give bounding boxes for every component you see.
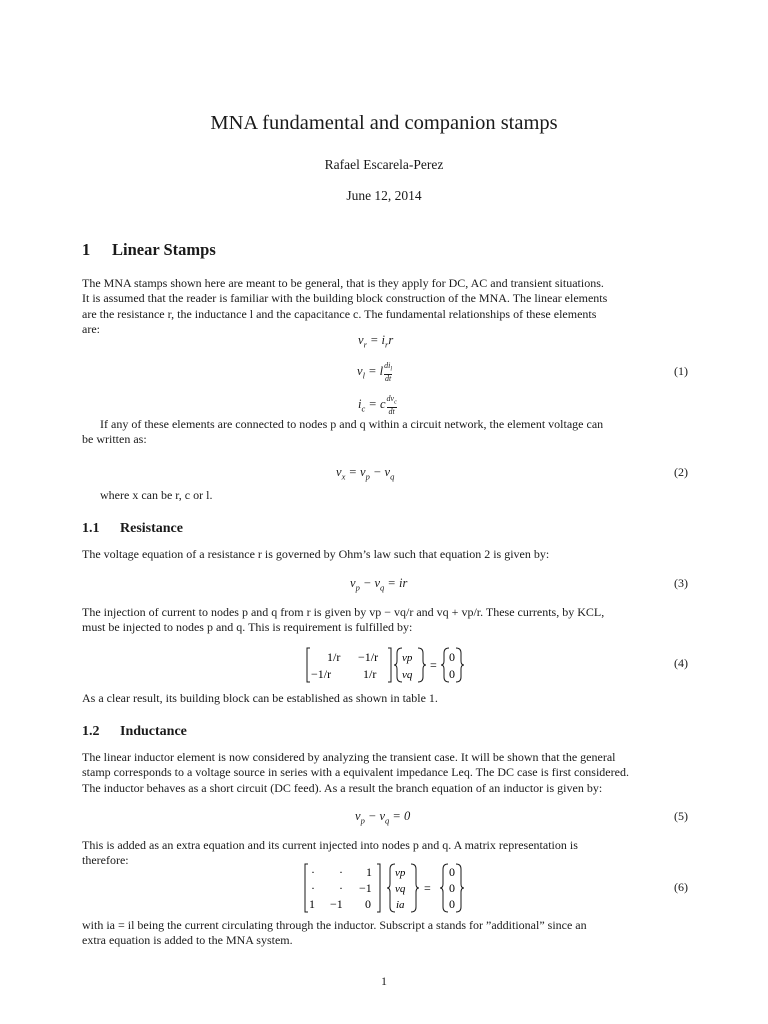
subsection-1-1-number: 1.1 — [82, 521, 100, 536]
equation-number: (1) — [674, 364, 688, 378]
equation-number: (6) — [674, 880, 688, 894]
section-1-title: Linear Stamps — [112, 240, 216, 259]
matrix-cell: 0 — [365, 897, 371, 911]
resistance-stamp-matrix — [305, 645, 465, 685]
matrix-cell: −1/r — [311, 667, 332, 681]
equation-ohms-law: $v_p - v_q$ = ir — [350, 576, 408, 593]
matrix-cell: −1 — [359, 881, 372, 895]
svg-text:=: = — [424, 881, 431, 895]
document-title: MNA fundamental and companion stamps — [210, 112, 558, 134]
resistance-injection-paragraph — [82, 605, 688, 636]
matrix-cell: 1/r — [363, 667, 377, 681]
vector-entry: ia — [396, 899, 405, 911]
equation-inductor-voltage: $v_l = l$ $di_l$ dt — [357, 361, 393, 383]
text-line: The MNA stamps shown here are meant to be general, that is they apply for DC, AC and transient situations. — [82, 276, 604, 290]
vector-entry: vp — [402, 652, 413, 664]
vector-entry: 0 — [449, 897, 455, 911]
svg-text:=: = — [430, 658, 437, 672]
matrix-cell: · — [311, 881, 315, 895]
vector-entry: vp — [395, 867, 406, 879]
inductance-paragraph — [82, 750, 688, 796]
equation-resistor-voltage: $v_r = i_rr$ — [358, 333, 394, 350]
matrix-cell: · — [339, 881, 343, 895]
equation-inductor-dc: $v_p - v_q = 0$ — [355, 809, 411, 826]
inductance-stamp-matrix — [303, 862, 467, 914]
section-1-number: 1 — [82, 240, 91, 259]
subsection-1-2-number: 1.2 — [82, 724, 100, 739]
matrix-cell: · — [339, 865, 343, 879]
vector-entry: 0 — [449, 650, 455, 664]
equation-element-voltage: $v_x = v_p - v_q$ — [336, 465, 395, 482]
resistance-paragraph — [82, 547, 688, 562]
matrix-cell: 1/r — [327, 650, 341, 664]
vector-entry: vq — [402, 669, 413, 681]
text-line: be written as: — [82, 432, 147, 447]
subsection-1-1-title: Resistance — [120, 521, 183, 536]
equation-capacitor-current: $i_c = c$ $dv_c$ dt — [358, 394, 397, 416]
text-line: stamp corresponds to a voltage source in series with a equivalent impedance Leq. The DC case is first considered. — [82, 765, 629, 780]
text-line: must be injected to nodes p and q. This is requirement is fulfilled by: — [82, 620, 413, 635]
inductance-closing-paragraph — [82, 918, 688, 949]
equation-number: (4) — [674, 656, 688, 670]
resistance-result — [82, 691, 688, 706]
document-date: June 12, 2014 — [346, 188, 422, 203]
vector-entry: 0 — [449, 881, 455, 895]
text-line: If any of these elements are connected to nodes p and q within a circuit network, the element voltage can — [100, 417, 604, 431]
text-line: It is assumed that the reader is familiar with the building block construction of the MNA. The linear elements — [82, 291, 608, 306]
text-line: extra equation is added to the MNA system. — [82, 933, 293, 948]
text-line: with ia = il being the current circulating through the inductor. Subscript a stands for ”additional” since an — [82, 918, 587, 932]
matrix-cell: −1/r — [358, 650, 379, 664]
text-line: The inductor behaves as a short circuit (DC feed). As a result the branch equation of an inductor is given by: — [82, 780, 603, 795]
vector-entry: 0 — [449, 865, 455, 879]
matrix-cell: 1 — [309, 897, 315, 911]
page-number: 1 — [381, 974, 387, 988]
author-name: Rafael Escarela-Perez — [324, 157, 444, 172]
text-line: therefore: — [82, 853, 129, 868]
matrix-cell: · — [311, 865, 315, 879]
text-line: where x can be r, c or l. — [100, 488, 213, 502]
text-line: The linear inductor element is now considered by analyzing the transient case. It will be shown that the general — [82, 750, 616, 764]
text-line: This is added as an extra equation and its current injected into nodes p and q. A matrix representation is — [82, 838, 578, 852]
section-1-intro — [82, 276, 688, 337]
matrix-cell: −1 — [330, 897, 343, 911]
vector-entry: 0 — [449, 667, 455, 681]
section-1-paragraph-2 — [82, 417, 688, 448]
vector-entry: vq — [395, 883, 406, 895]
text-line: are: — [82, 321, 100, 336]
equation-number: (3) — [674, 576, 688, 590]
matrix-cell: 1 — [366, 865, 372, 879]
where-note — [100, 488, 600, 503]
subsection-1-2-title: Inductance — [120, 724, 187, 739]
text-line: The injection of current to nodes p and q from r is given by vp − vq/r and vq + vp/r. These currents, by KCL, — [82, 605, 605, 619]
text-line: are the resistance r, the inductance l and the capacitance c. The fundamental relationships of these elements — [82, 306, 597, 321]
equation-number: (2) — [674, 465, 688, 479]
equation-number: (5) — [674, 809, 688, 823]
text-line: The voltage equation of a resistance r is governed by Ohm’s law such that equation 2 is given by: — [82, 547, 550, 561]
text-line: As a clear result, its building block can be established as shown in table 1. — [82, 691, 438, 705]
